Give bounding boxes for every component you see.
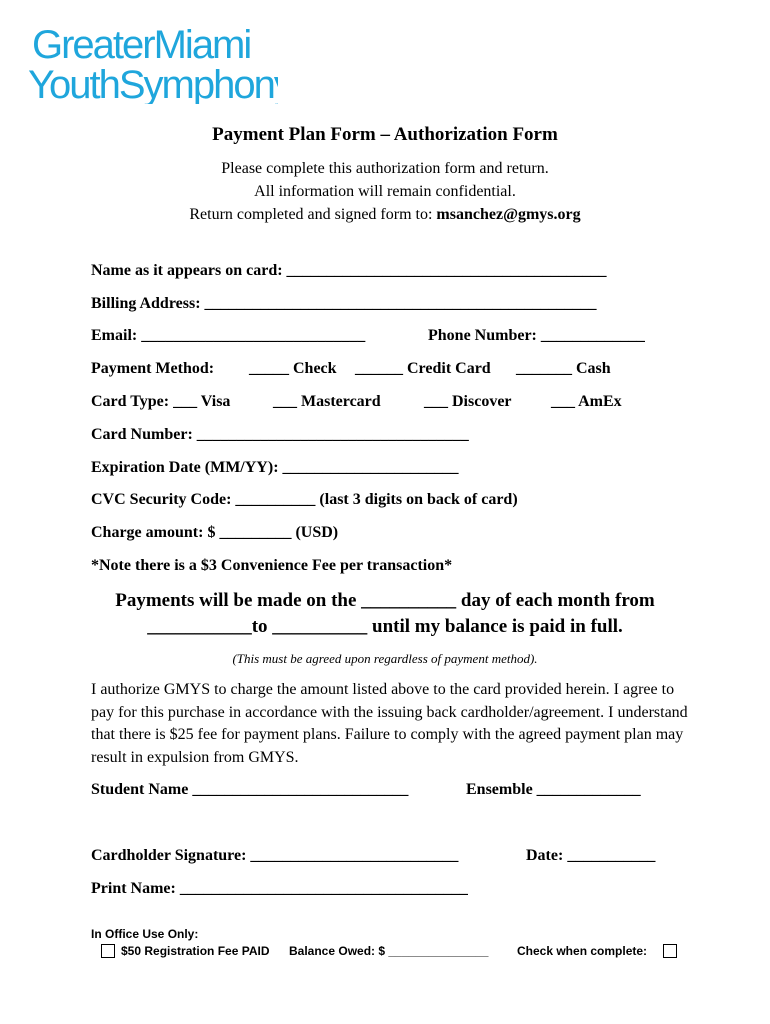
billing-address-field[interactable]: Billing Address: _________________________________________________ bbox=[91, 295, 597, 312]
card-type-amex-option[interactable]: ___ AmEx bbox=[551, 393, 622, 410]
phone-number-field[interactable]: Phone Number: _____________ bbox=[428, 327, 645, 344]
print-name-field[interactable]: Print Name: ____________________________________ bbox=[91, 880, 468, 897]
intro-return-text: Return completed and signed form to: bbox=[189, 206, 437, 223]
registration-fee-label: $50 Registration Fee PAID bbox=[121, 944, 270, 958]
cvc-field[interactable]: CVC Security Code: __________ (last 3 digits on back of card) bbox=[91, 491, 518, 508]
date-field[interactable]: Date: ___________ bbox=[526, 847, 656, 864]
payment-check-option[interactable]: _____ Check bbox=[249, 360, 337, 377]
email-field[interactable]: Email: ____________________________ bbox=[91, 327, 366, 344]
payment-schedule-line-1[interactable]: Payments will be made on the __________ day of each month from bbox=[115, 590, 655, 611]
form-title: Payment Plan Form – Authorization Form bbox=[212, 124, 558, 145]
logo-line2: YouthSymphony bbox=[28, 63, 278, 104]
payment-method-label: Payment Method: bbox=[91, 360, 215, 377]
logo-line1: GreaterMiami bbox=[32, 23, 251, 67]
name-on-card-field[interactable]: Name as it appears on card: ________________________________________ bbox=[91, 262, 607, 279]
payment-schedule-line-2[interactable]: ___________to __________ until my balance is paid in full. bbox=[147, 616, 623, 637]
intro-line-3 bbox=[0, 206, 770, 224]
ensemble-field[interactable]: Ensemble _____________ bbox=[466, 781, 641, 798]
check-complete-label: Check when complete: bbox=[517, 944, 648, 958]
charge-amount-field[interactable]: Charge amount: $ _________ (USD) bbox=[91, 524, 339, 541]
intro-line-1: Please complete this authorization form and return. bbox=[221, 160, 549, 177]
authorization-paragraph: I authorize GMYS to charge the amount listed above to the card provided herein. I agree to pay for this purchase in accordance with the issuing back cardholder/agreement. I understand that there is $25 fee for payment plans. Failure to comply with the agreed payment plan may result in expulsion from GMYS. bbox=[91, 681, 688, 766]
student-name-field[interactable]: Student Name ___________________________ bbox=[91, 781, 409, 798]
complete-checkbox[interactable] bbox=[663, 944, 677, 958]
office-use-title: In Office Use Only: bbox=[91, 927, 199, 941]
expiration-date-field[interactable]: Expiration Date (MM/YY): ______________________ bbox=[91, 459, 459, 476]
payment-credit-card-option[interactable]: ______ Credit Card bbox=[355, 360, 491, 377]
gmys-logo bbox=[28, 20, 278, 104]
balance-owed-field[interactable]: Balance Owed: $ _______________ bbox=[289, 944, 489, 958]
schedule-note: (This must be agreed upon regardless of payment method). bbox=[232, 651, 538, 666]
cardholder-signature-field[interactable]: Cardholder Signature: __________________________ bbox=[91, 847, 459, 864]
card-type-discover-option[interactable]: ___ Discover bbox=[424, 393, 512, 410]
card-type-visa-option[interactable]: Card Type: ___ Visa bbox=[91, 393, 231, 410]
payment-cash-option[interactable]: _______ Cash bbox=[516, 360, 611, 377]
return-email-link[interactable]: msanchez@gmys.org bbox=[436, 206, 581, 223]
card-number-field[interactable]: Card Number: __________________________________ bbox=[91, 426, 469, 443]
registration-paid-checkbox[interactable] bbox=[101, 944, 115, 958]
convenience-fee-note: *Note there is a $3 Convenience Fee per transaction* bbox=[91, 557, 453, 574]
intro-line-2: All information will remain confidential. bbox=[254, 183, 516, 200]
card-type-mastercard-option[interactable]: ___ Mastercard bbox=[273, 393, 381, 410]
